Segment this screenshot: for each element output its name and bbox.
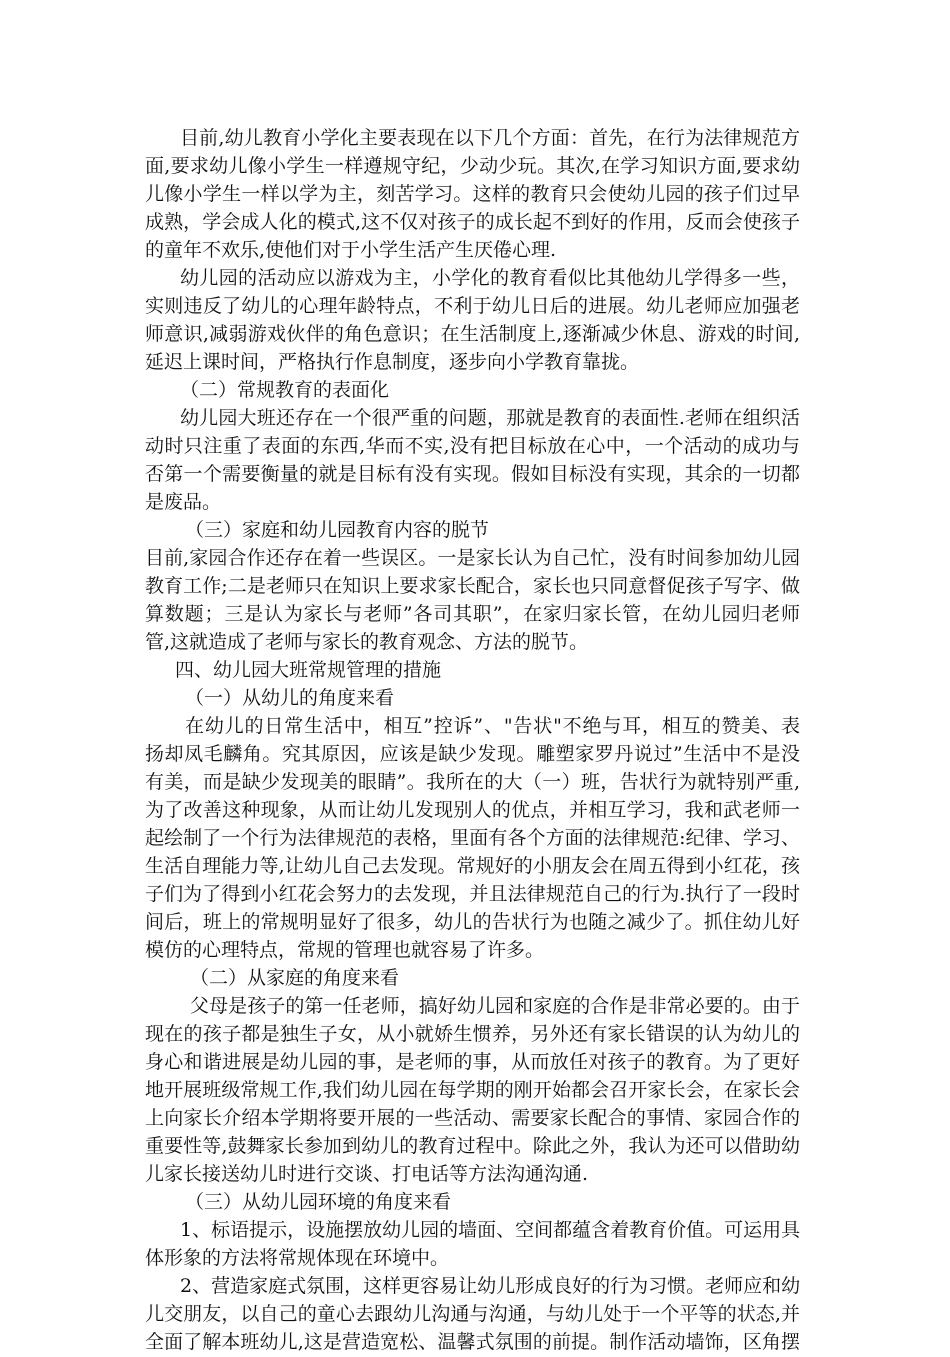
text-line: 扬却凤毛麟角。究其原因，应该是缺少发现。雕塑家罗丹说过”生活中不是没: [145, 743, 800, 765]
text-line: 师意识,减弱游戏伙伴的角色意识；在生活制度上,逐渐减少休息、游戏的时间,: [145, 323, 800, 345]
section-heading: 四、幼儿园大班常规管理的措施: [175, 659, 442, 681]
text-line: 目前,家园合作还存在着一些误区。一是家长认为自己忙，没有时间参加幼儿园: [145, 547, 800, 569]
text-line: 2、营造家庭式氛围，这样更容易让幼儿形成良好的行为习惯。老师应和幼: [180, 1275, 801, 1297]
text-line: 面,要求幼儿像小学生一样遵规守纪，少动少玩。其次,在学习知识方面,要求幼: [145, 155, 800, 177]
text-line: 地开展班级常规工作,我们幼儿园在每学期的刚开始都会召开家长会，在家长会: [145, 1079, 800, 1101]
text-line: 否第一个需要衡量的就是目标有没有实现。假如目标没有实现，其余的一切都: [145, 463, 800, 485]
text-line: 生活自理能力等,让幼儿自己去发现。常规好的小朋友会在周五得到小红花，孩: [145, 855, 800, 877]
text-line: 管,这就造成了老师与家长的教育观念、方法的脱节。: [145, 631, 589, 653]
text-line: 幼儿园大班还存在一个很严重的问题，那就是教育的表面性.老师在组织活: [180, 407, 800, 429]
text-line: 上向家长介绍本学期将要开展的一些活动、需要家长配合的事情、家园合作的: [145, 1107, 800, 1129]
text-line: 间后，班上的常规明显好了很多，幼儿的告状行为也随之减少了。抓住幼儿好: [145, 911, 800, 933]
text-line: 成熟，学会成人化的模式,这不仅对孩子的成长起不到好的作用，反而会使孩子: [145, 211, 800, 233]
section-heading: （二）常规教育的表面化: [180, 379, 390, 401]
text-line: 目前,幼儿教育小学化主要表现在以下几个方面：首先，在行为法律规范方: [180, 127, 800, 149]
text-line: 体形象的方法将常规体现在环境中。: [145, 1247, 450, 1269]
text-line: 儿家长接送幼儿时进行交谈、打电话等方法沟通沟通.: [145, 1163, 589, 1185]
section-heading: （一）从幼儿的角度来看: [185, 687, 395, 709]
text-line: 儿交朋友，以自己的童心去跟幼儿沟通与沟通，与幼儿处于一个平等的状态,并: [145, 1303, 800, 1325]
text-line: 延迟上课时间，严格执行作息制度，逐步向小学教育靠拢。: [145, 351, 640, 373]
text-line: 有美，而是缺少发现美的眼睛”。我所在的大（一）班，告状行为就特别严重,: [145, 771, 800, 793]
text-line: 起绘制了一个行为法律规范的表格，里面有各个方面的法律规范:纪律、学习、: [145, 827, 800, 849]
text-line: 教育工作;二是老师只在知识上要求家长配合，家长也只同意督促孩子写字、做: [145, 575, 800, 597]
text-line: 为了改善这种现象，从而让幼儿发现别人的优点，并相互学习，我和武老师一: [145, 799, 800, 821]
text-line: 现在的孩子都是独生子女，从小就娇生惯养，另外还有家长错误的认为幼儿的: [145, 1023, 800, 1045]
section-heading: （二）从家庭的角度来看: [190, 967, 400, 989]
text-line: 重要性等,鼓舞家长参加到幼儿的教育过程中。除此之外，我认为还可以借助幼: [145, 1135, 800, 1157]
text-line: 全面了解本班幼儿,这是营造宽松、温馨式氛围的前提。制作活动墙饰，区角摆: [145, 1331, 800, 1353]
text-line: 实则违反了幼儿的心理年龄特点，不利于幼儿日后的进展。幼儿老师应加强老: [145, 295, 800, 317]
text-line: 子们为了得到小红花会努力的去发现，并且法律规范自己的行为.执行了一段时: [145, 883, 800, 905]
text-line: 动时只注重了表面的东西,华而不实,没有把目标放在心中，一个活动的成功与: [145, 435, 800, 457]
text-line: 儿像小学生一样以学为主，刻苦学习。这样的教育只会使幼儿园的孩子们过早: [145, 183, 800, 205]
text-line: 是废品。: [145, 491, 222, 513]
text-line: 算数题；三是认为家长与老师”各司其职”，在家归家长管，在幼儿园归老师: [145, 603, 800, 625]
text-line: 1、标语提示，设施摆放幼儿园的墙面、空间都蕴含着教育价值。可运用具: [180, 1219, 801, 1241]
section-heading: （三）从幼儿园环境的角度来看: [185, 1191, 452, 1213]
text-line: 模仿的心理特点，常规的管理也就容易了许多。: [145, 939, 545, 961]
text-line: 的童年不欢乐,使他们对于小学生活产生厌倦心理.: [145, 239, 557, 261]
text-line: 身心和谐进展是幼儿园的事，是老师的事，从而放任对孩子的教育。为了更好: [145, 1051, 800, 1073]
text-line: 幼儿园的活动应以游戏为主，小学化的教育看似比其他幼儿学得多一些，: [180, 267, 800, 289]
text-line: 父母是孩子的第一任老师，搞好幼儿园和家庭的合作是非常必要的。由于: [190, 995, 800, 1017]
section-heading: （三）家庭和幼儿园教育内容的脱节: [185, 519, 490, 541]
text-line: 在幼儿的日常生活中，相互”控诉”、"告状"不绝与耳，相互的赞美、表: [185, 715, 800, 737]
